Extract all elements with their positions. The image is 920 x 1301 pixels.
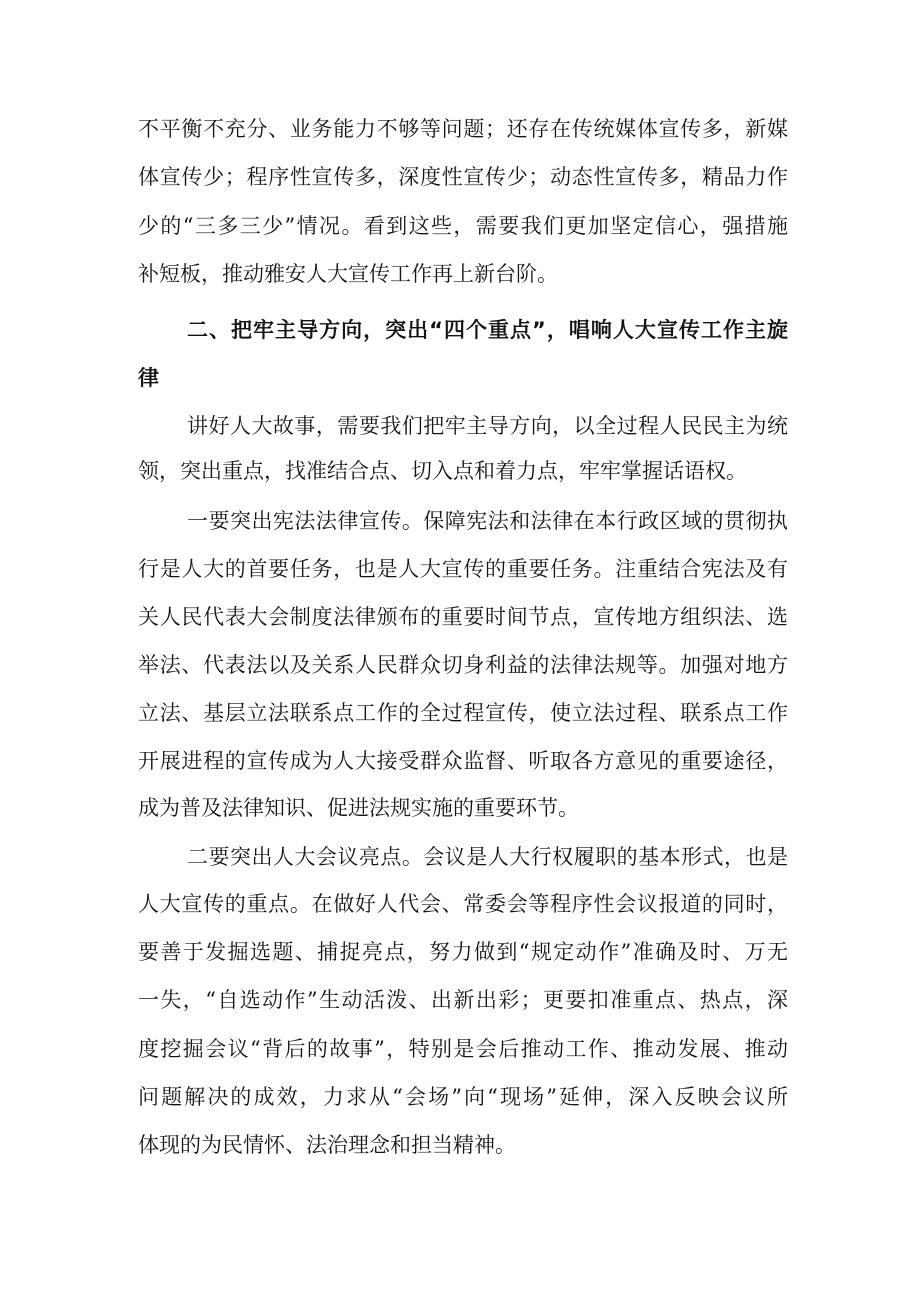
body-text-line: 举法、代表法以及关系人民群众切身利益的法律法规等。加强对地方 xyxy=(138,653,788,677)
body-text-line: 体宣传少；程序性宣传多，深度性宣传少；动态性宣传多，精品力作 xyxy=(138,165,788,189)
body-text-line: 一要突出宪法法律宣传。保障宪法和法律在本行政区域的贯彻执 xyxy=(187,509,788,533)
body-text-line: 少的“三多三少”情况。看到这些，需要我们更加坚定信心，强措施 xyxy=(138,214,788,238)
body-text-line: 二要突出人大会议亮点。会议是人大行权履职的基本形式，也是 xyxy=(187,845,788,869)
body-text-line: 问题解决的成效，力求从“会场”向“现场”延伸，深入反映会议所 xyxy=(138,1085,788,1109)
body-text-line: 体现的为民情怀、法治理念和担当精神。 xyxy=(138,1133,516,1157)
body-text-line: 讲好人大故事，需要我们把牢主导方向，以全过程人民民主为统 xyxy=(187,414,788,438)
body-text-line: 补短板，推动雅安人大宣传工作再上新台阶。 xyxy=(138,262,558,286)
body-text-line: 度挖掘会议“背后的故事”，特别是会后推动工作、推动发展、推动 xyxy=(138,1037,788,1061)
body-text-line: 关人民代表大会制度法律颁布的重要时间节点，宣传地方组织法、选 xyxy=(138,605,788,629)
body-text-line: 成为普及法律知识、促进法规实施的重要环节。 xyxy=(138,796,579,820)
body-text-line: 立法、基层立法联系点工作的全过程宣传，使立法过程、联系点工作 xyxy=(138,701,788,725)
body-text-line: 开展进程的宣传成为人大接受群众监督、听取各方意见的重要途径， xyxy=(138,749,788,773)
body-text-line: 领，突出重点，找准结合点、切入点和着力点，牢牢掌握话语权。 xyxy=(138,459,747,483)
section-heading: 二、把牢主导方向，突出“四个重点”，唱响人大宣传工作主旋 xyxy=(187,318,788,342)
body-text-line: 要善于发掘选题、捕捉亮点，努力做到“规定动作”准确及时、万无 xyxy=(138,940,788,964)
body-text-line: 不平衡不充分、业务能力不够等问题；还存在传统媒体宣传多，新媒 xyxy=(138,117,788,141)
body-text-line: 人大宣传的重点。在做好人代会、常委会等程序性会议报道的同时， xyxy=(138,892,788,916)
body-text-line: 行是人大的首要任务，也是人大宣传的重要任务。注重结合宪法及有 xyxy=(138,557,788,581)
body-text-line: 一失，“自选动作”生动活泼、出新出彩；更要扣准重点、热点，深 xyxy=(138,988,788,1012)
section-heading: 律 xyxy=(138,366,159,390)
